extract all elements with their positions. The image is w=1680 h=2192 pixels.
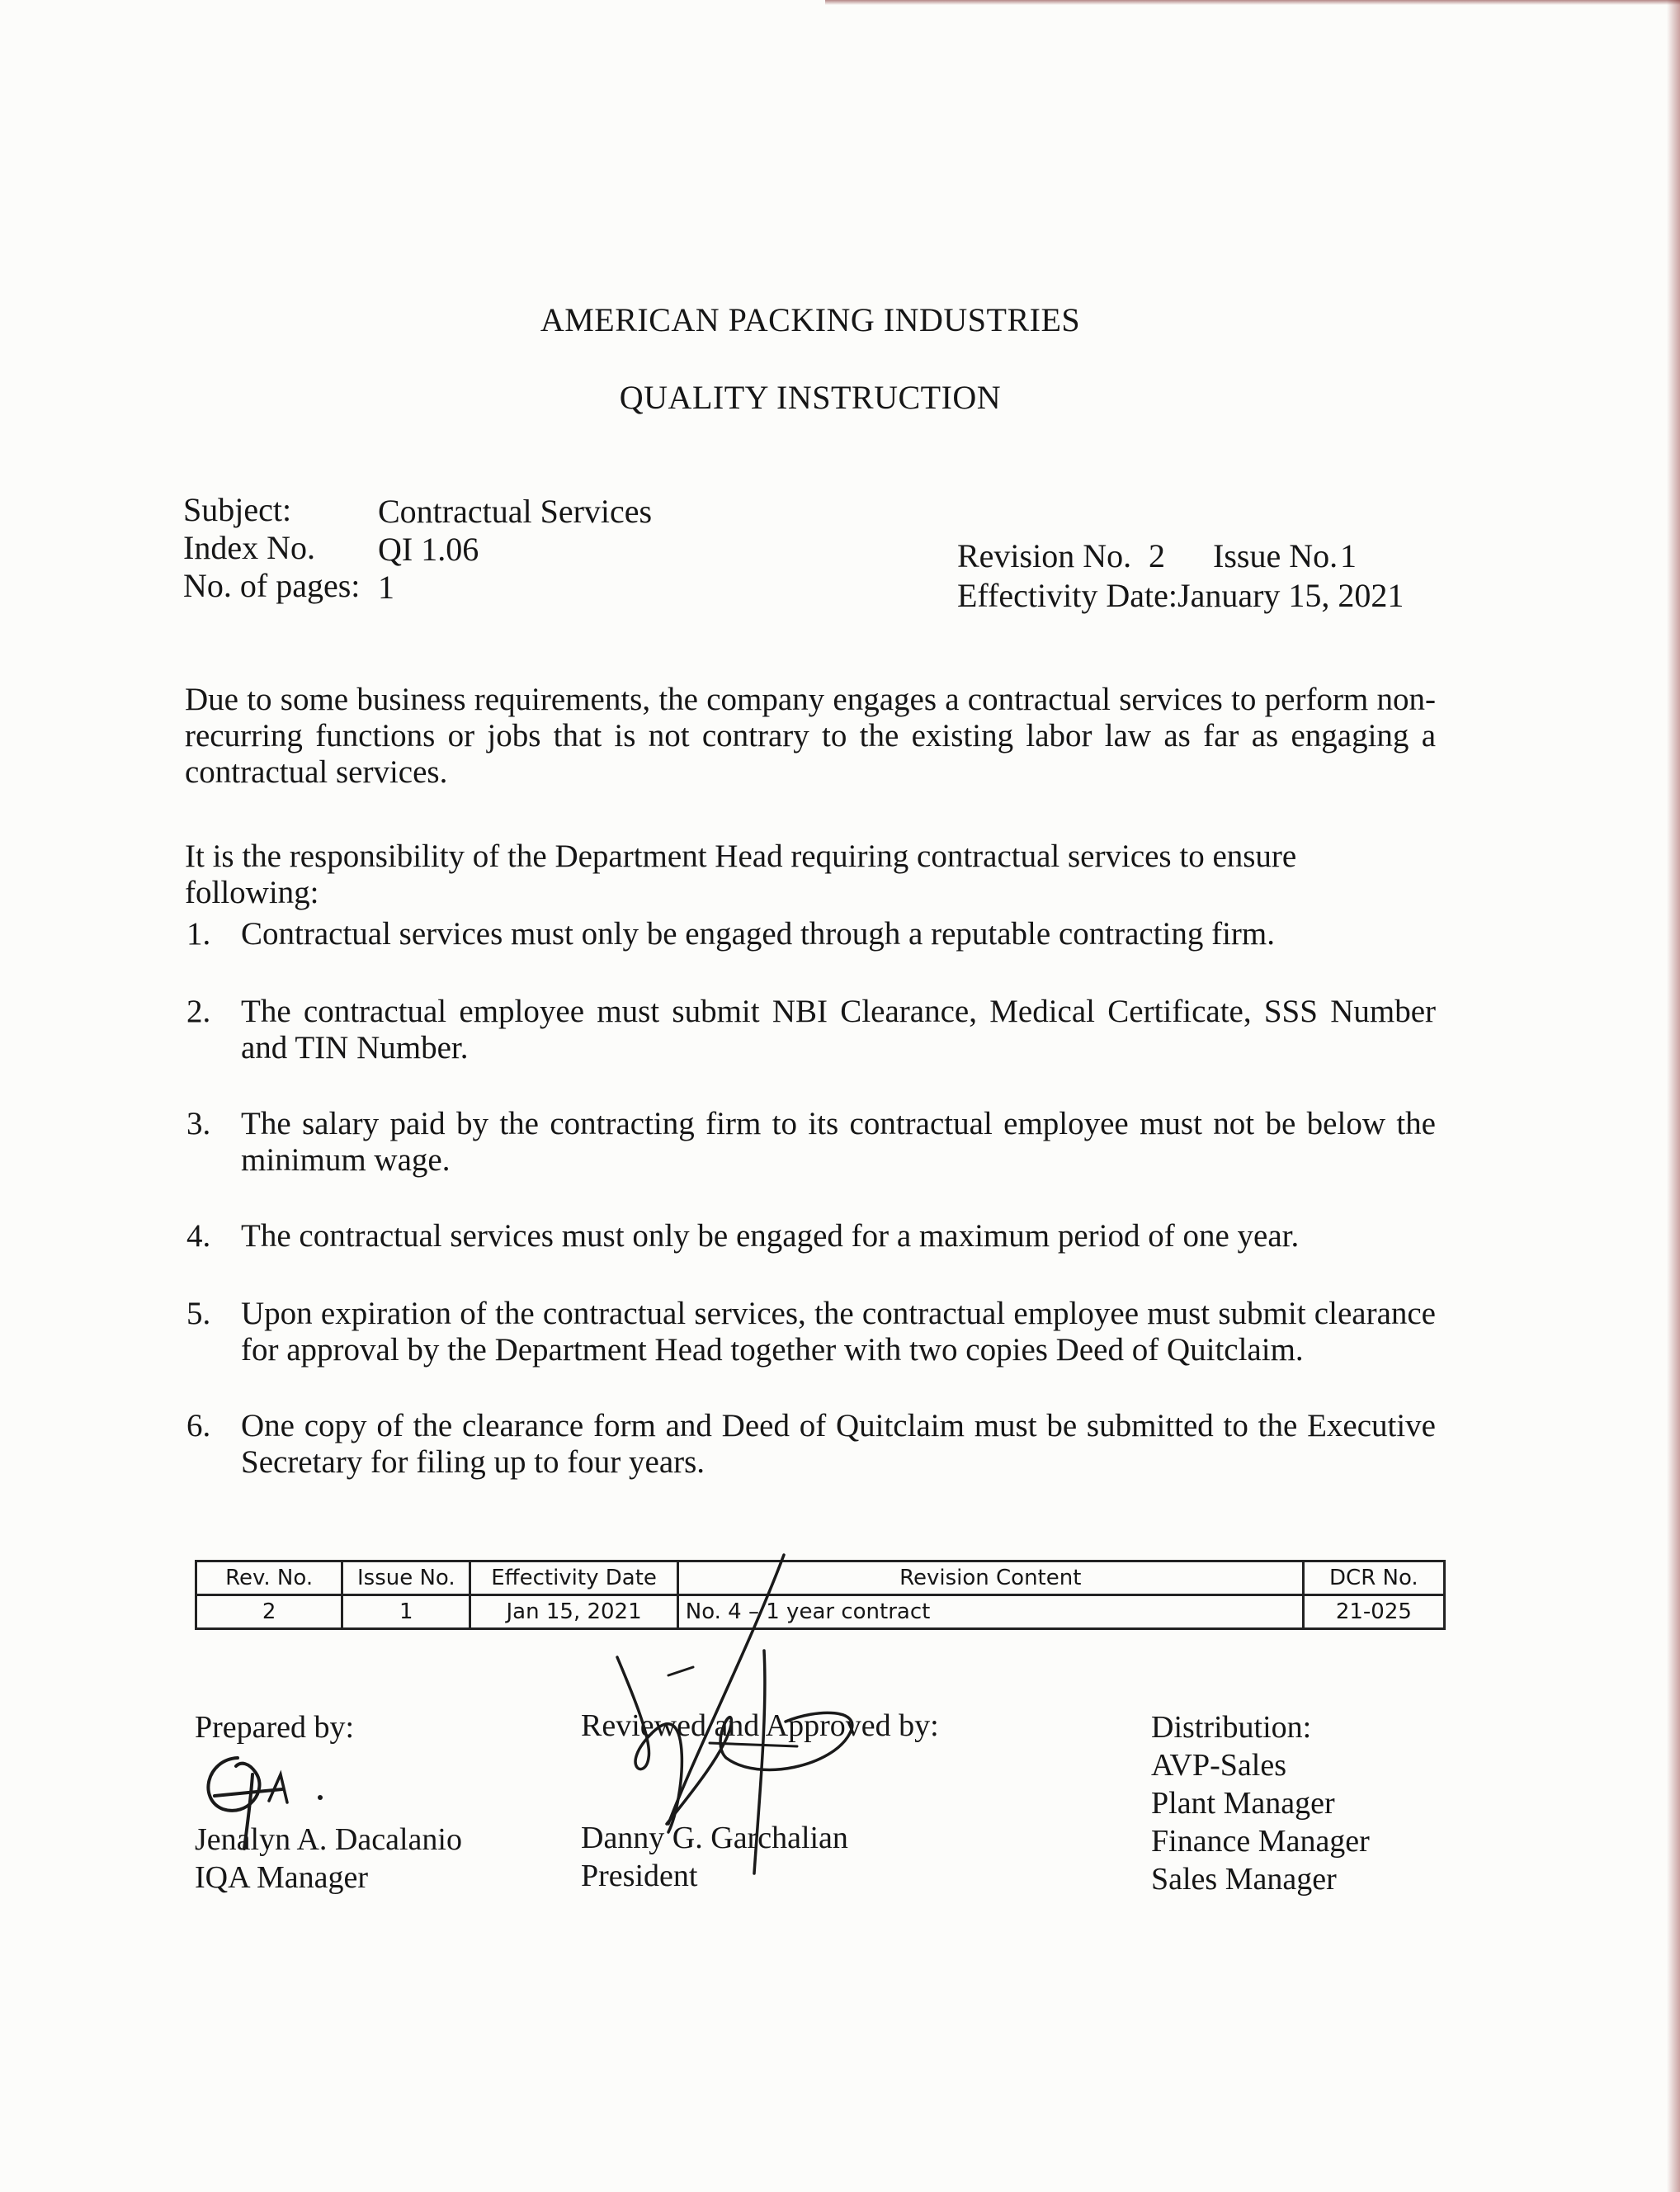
- subject-value: Contractual Services: [378, 493, 653, 530]
- pages-value: 1: [378, 569, 394, 606]
- list-item-text: The contractual employee must submit NBI Clearance, Medical Certificate, SSS Number and TIN Number.: [241, 994, 1436, 1065]
- issue-value: 1: [1340, 537, 1357, 574]
- revision-value: 2: [1149, 537, 1165, 574]
- table-cell: 21-025: [1303, 1595, 1444, 1629]
- table-cell: 1: [342, 1595, 470, 1629]
- approved-by-name: Danny G. Garchalian: [581, 1821, 848, 1855]
- prepared-by-name: Jenalyn A. Dacalanio: [195, 1822, 462, 1857]
- approved-by-title: President: [581, 1859, 698, 1893]
- list-item-text: The salary paid by the contracting firm to its contractual employee must not be below the minimum wage.: [241, 1106, 1436, 1178]
- revision-label: Revision No.: [957, 537, 1132, 574]
- table-header-cell: Effectivity Date: [470, 1561, 677, 1595]
- distribution-label: Distribution:: [1151, 1710, 1312, 1745]
- list-item-number: 1.: [186, 916, 211, 952]
- scan-edge-shadow-top: [825, 0, 1680, 5]
- effectivity-label: Effectivity Date:: [957, 577, 1177, 614]
- prepared-by-label: Prepared by:: [195, 1710, 355, 1745]
- scan-edge-shadow: [1667, 0, 1680, 2192]
- table-header-cell: Issue No.: [342, 1561, 470, 1595]
- prepared-by-signature: [190, 1741, 355, 1865]
- table-header-cell: Revision Content: [677, 1561, 1303, 1595]
- pages-label: No. of pages:: [183, 567, 361, 604]
- list-item-number: 4.: [186, 1218, 211, 1254]
- approved-by-label: Reviewed and Approved by:: [581, 1708, 939, 1743]
- effectivity-value: January 15, 2021: [1177, 577, 1404, 614]
- index-label: Index No.: [183, 529, 315, 566]
- list-item-text: Upon expiration of the contractual services, the contractual employee must submit clearance for approval by the Department Head together with two copies Deed of Quitclaim.: [241, 1296, 1436, 1368]
- list-item-text: Contractual services must only be engaged through a reputable contracting firm.: [241, 916, 1276, 952]
- table-header-cell: Rev. No.: [196, 1561, 342, 1595]
- prepared-by-title: IQA Manager: [195, 1860, 368, 1895]
- table-cell: 2: [196, 1595, 342, 1629]
- index-value: QI 1.06: [378, 531, 479, 568]
- company-name: AMERICAN PACKING INDUSTRIES: [540, 301, 1081, 338]
- distribution-item: AVP-Sales: [1151, 1748, 1286, 1783]
- responsibility-paragraph: It is the responsibility of the Department Head requiring contractual services to ensure following:: [185, 839, 1297, 910]
- list-item-number: 6.: [186, 1408, 211, 1443]
- distribution-block: [1151, 1708, 1370, 1898]
- distribution-item: Sales Manager: [1151, 1862, 1337, 1897]
- distribution-item: Plant Manager: [1151, 1786, 1335, 1821]
- table-header-cell: DCR No.: [1303, 1561, 1444, 1595]
- distribution-item: Finance Manager: [1151, 1824, 1370, 1859]
- list-item-number: 3.: [186, 1106, 211, 1141]
- intro-paragraph: Due to some business requirements, the company engages a contractual services to perform non-recurring functions or jobs that is not contrary to the existing labor law as far as engaging a contractual services.: [185, 682, 1436, 790]
- list-item-number: 5.: [186, 1296, 211, 1331]
- table-cell: No. 4 – 1 year contract: [677, 1595, 1303, 1629]
- table-cell: Jan 15, 2021: [470, 1595, 677, 1629]
- issue-label: Issue No.: [1213, 537, 1338, 574]
- subject-label: Subject:: [183, 491, 292, 528]
- approved-by-signature: [569, 1552, 965, 1898]
- list-item-number: 2.: [186, 994, 211, 1029]
- list-item-text: One copy of the clearance form and Deed of Quitclaim must be submitted to the Executive Secretary for filing up to four years.: [241, 1408, 1436, 1480]
- document-type: QUALITY INSTRUCTION: [619, 379, 1002, 416]
- list-item-text: The contractual services must only be engaged for a maximum period of one year.: [241, 1218, 1300, 1254]
